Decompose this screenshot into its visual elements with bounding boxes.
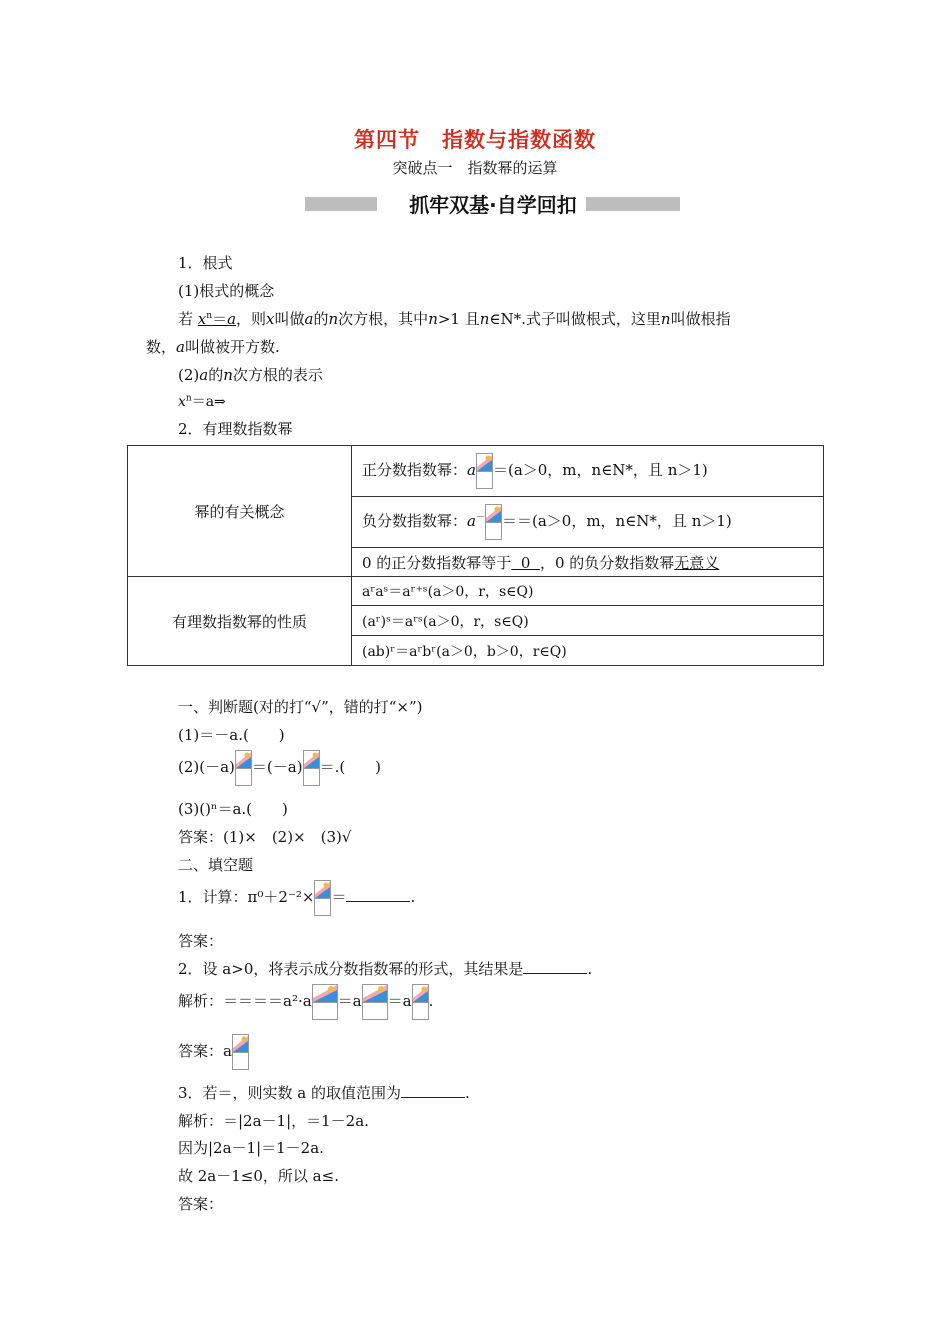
judgement-answer: 答案：(1)× (2)× (3)√ xyxy=(178,828,352,846)
table-cell-negative-fraction: 负分数指数幂：a－ ＝＝(a＞0，m，n∈N*，且 n＞1) xyxy=(352,497,824,548)
heading-radical: 1．根式 xyxy=(178,254,233,272)
fill-q2-answer: 答案：a xyxy=(178,1034,249,1070)
fill-q3: 3．若＝，则实数 a 的取值范围为 . xyxy=(178,1084,470,1102)
fill-q3-solution-1: 解析：＝|2a－1|，＝1－2a. xyxy=(178,1112,369,1130)
exponent-table xyxy=(127,445,824,666)
answer-blank xyxy=(346,887,410,902)
table-cell-property-2: (aʳ)ˢ＝aʳˢ(a＞0，r，s∈Q) xyxy=(352,606,824,636)
table-cell-property-3: (ab)ʳ＝aʳbʳ(a＞0，b＞0，r∈Q) xyxy=(352,636,824,666)
table-cell-zero-power: 0 的正分数指数幂等于 0 ，0 的负分数指数幂无意义 xyxy=(352,548,824,577)
fill-q2: 2．设 a>0，将表示成分数指数幂的形式，其结果是 . xyxy=(178,960,593,978)
table-head-concepts: 幂的有关概念 xyxy=(128,446,352,577)
sub-radical-representation: (2)a的n次方根的表示 xyxy=(178,366,323,384)
fill-q1-answer: 答案： xyxy=(178,932,224,950)
formula-image-icon xyxy=(235,750,252,786)
page-title: 第四节 指数与指数函数 xyxy=(354,127,596,152)
formula-image-icon xyxy=(485,504,502,540)
fill-q2-solution: 解析：＝＝＝＝a²·a ＝a ＝a . xyxy=(178,984,433,1020)
fill-q3-solution-2: 因为|2a－1|＝1－2a. xyxy=(178,1139,324,1157)
table-cell-positive-fraction: 正分数指数幂：a ＝(a＞0，m，n∈N*，且 n＞1) xyxy=(352,446,824,497)
heading-rational-exponent: 2．有理数指数幂 xyxy=(178,420,293,438)
sub-radical-concept: (1)根式的概念 xyxy=(178,282,275,300)
formula-image-icon xyxy=(312,984,338,1020)
formula-image-icon xyxy=(476,453,493,489)
table-cell-property-1: aʳaˢ＝aʳ⁺ˢ(a＞0，r，s∈Q) xyxy=(352,577,824,606)
section-subtitle: 突破点一 指数幂的运算 xyxy=(392,159,558,177)
fill-q1: 1．计算：π⁰＋2⁻²× ＝ . xyxy=(178,880,415,916)
table-head-properties: 有理数指数幂的性质 xyxy=(128,577,352,666)
part-fill-heading: 二、填空题 xyxy=(178,856,254,874)
formula-image-icon xyxy=(303,750,320,786)
formula-image-icon xyxy=(412,984,429,1020)
part-judgement-heading: 一、判断题(对的打“√”，错的打“×”) xyxy=(178,698,423,716)
judgement-q1: (1)＝－a.( ) xyxy=(178,726,285,744)
banner-text: 抓牢双基·自学回扣 xyxy=(409,193,577,217)
radical-definition-line2: 数，a叫做被开方数. xyxy=(146,338,280,356)
equation-xn-a: $x^n=a$ xyxy=(197,310,237,328)
formula-image-icon xyxy=(362,984,388,1020)
fill-q3-solution-3: 故 2a－1≤0，所以 a≤. xyxy=(178,1167,339,1185)
formula-image-icon xyxy=(232,1034,249,1070)
banner-bar-right xyxy=(586,197,680,211)
banner-bar-left xyxy=(305,197,377,211)
section-banner xyxy=(305,189,680,219)
judgement-q3: (3)()ⁿ＝a.( ) xyxy=(178,800,288,818)
formula-image-icon xyxy=(314,880,331,916)
fill-q3-answer: 答案： xyxy=(178,1195,224,1213)
answer-blank xyxy=(523,959,587,974)
answer-blank xyxy=(401,1083,465,1098)
radical-representation-formula: $x^n=a\Rightarrow$ xyxy=(178,393,226,410)
judgement-q2: (2)(－a) ＝(－a) ＝.( ) xyxy=(178,750,381,786)
radical-definition-line1: 若 $x^n=a$，则x叫做a的n次方根，其中n>1 且n∈N*.式子叫做根式，这里n叫做根指 xyxy=(178,310,731,328)
